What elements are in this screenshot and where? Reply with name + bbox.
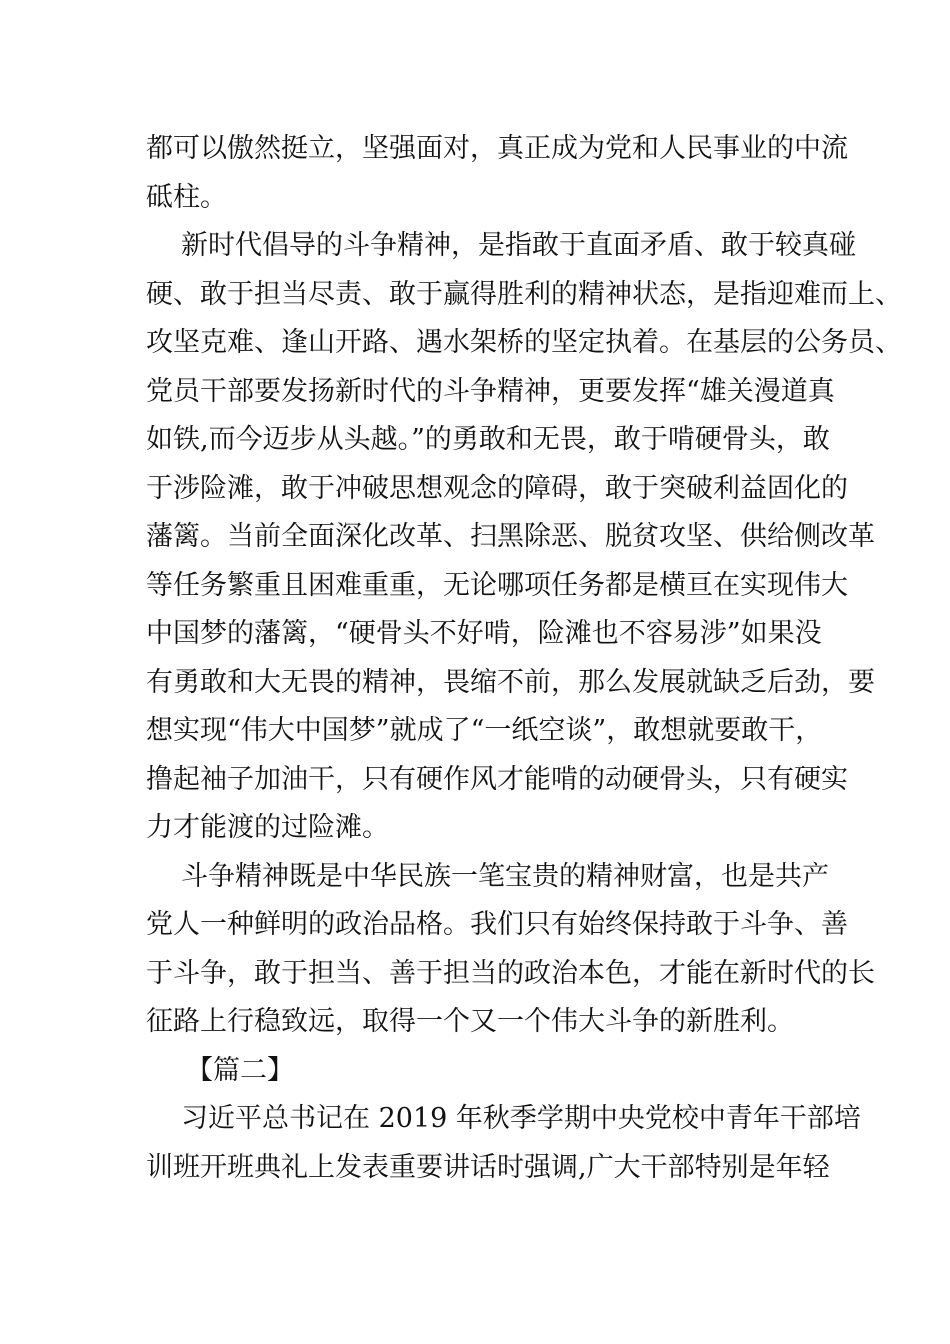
- text-line: 斗争精神既是中华民族一笔宝贵的精神财富，也是共产: [181, 860, 829, 892]
- text-line: 如铁,而今迈步从头越。”的勇敢和无畏，敢于啃硬骨头，敢: [146, 424, 830, 455]
- text-line: 训班开班典礼上发表重要讲话时强调,广大干部特别是年轻: [146, 1151, 830, 1183]
- text-line: 新时代倡导的斗争精神，是指敢于直面矛盾、敢于较真碰: [181, 230, 856, 261]
- text-line: 于涉险滩，敢于冲破思想观念的障碍，敢于突破利益固化的: [146, 472, 848, 504]
- section-heading: 【篇二】: [186, 1054, 294, 1086]
- text-line: 力才能渡的过险滩。: [146, 812, 389, 843]
- text-line: 砥柱。: [146, 181, 227, 213]
- text-line: 习近平总书记在 2019 年秋季学期中央党校中青年干部培: [181, 1103, 861, 1134]
- text-line: 中国梦的藩篱，“硬骨头不好啃，险滩也不容易涉”如果没: [146, 618, 822, 649]
- text-line: 都可以傲然挺立，坚强面对，真正成为党和人民事业的中流: [146, 133, 848, 164]
- text-line: 攻坚克难、逢山开路、遇水架桥的坚定执着。在基层的公务员、: [146, 327, 902, 358]
- text-line: 有勇敢和大无畏的精神，畏缩不前，那么发展就缺乏后劲，要: [146, 666, 875, 698]
- text-line: 党员干部要发扬新时代的斗争精神，更要发挥“雄关漫道真: [146, 375, 835, 407]
- text-line: 想实现“伟大中国梦”就成了“一纸空谈”，敢想就要敢干，: [146, 715, 823, 746]
- text-line: 党人一种鲜明的政治品格。我们只有始终保持敢于斗争、善: [146, 909, 848, 940]
- text-line: 等任务繁重且困难重重，无论哪项任务都是横亘在实现伟大: [146, 569, 848, 601]
- text-line: 藩篱。当前全面深化改革、扫黑除恶、脱贫攻坚、供给侧改革: [146, 521, 875, 552]
- document-body: [146, 125, 902, 1192]
- text-line: 硬、敢于担当尽责、敢于赢得胜利的精神状态，是指迎难而上、: [146, 278, 902, 310]
- text-line: 撸起袖子加油干，只有硬作风才能啃的动硬骨头，只有硬实: [146, 763, 848, 795]
- text-line: 于斗争，敢于担当、善于担当的政治本色，才能在新时代的长: [146, 957, 875, 989]
- text-line: 征路上行稳致远，取得一个又一个伟大斗争的新胜利。: [146, 1006, 794, 1037]
